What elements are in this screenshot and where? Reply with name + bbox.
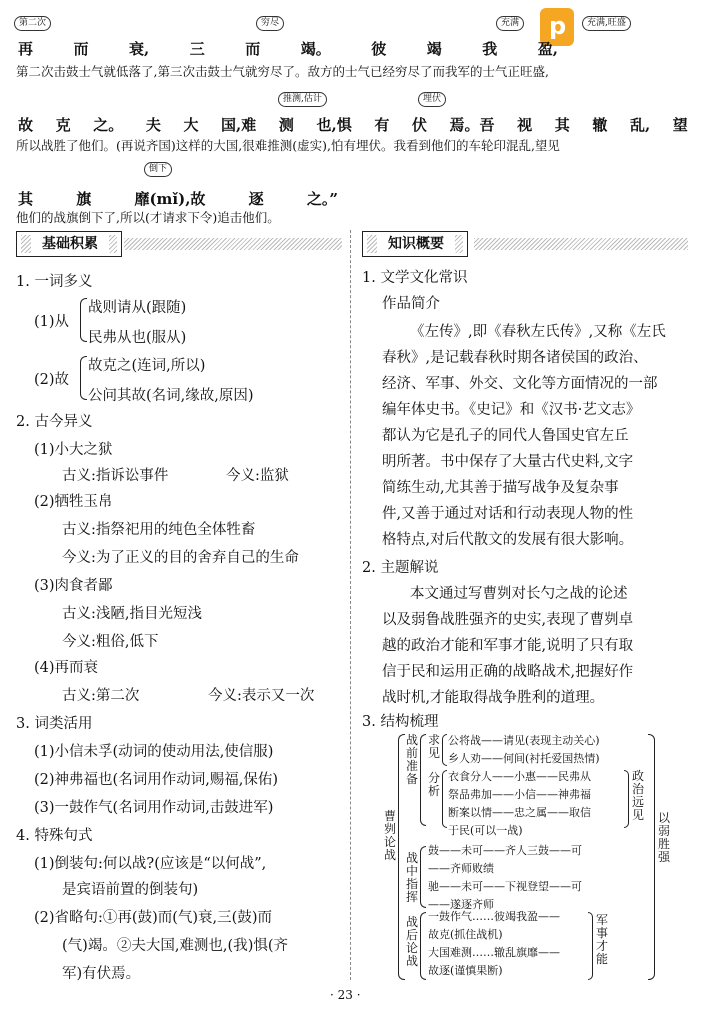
paragraph-line: 《左传》,即《春秋左氏传》,又称《左氏 <box>410 324 666 340</box>
brace <box>442 770 447 828</box>
diagram-item: 衣食分人——小惠——民弗从 <box>448 770 591 783</box>
list-item: (2)牺牲玉帛 <box>34 494 113 510</box>
section-title: 2. 主题解说 <box>362 560 439 576</box>
section-header-overview: 知识概要 <box>362 231 468 257</box>
section-title: 1. 文学文化常识 <box>362 270 468 286</box>
passage-translation-3: 他们的战旗倒下了,所以(才请求下令)追击他们。 <box>16 210 280 225</box>
annotation-tag: 充满 <box>496 16 524 31</box>
list-item: 是宾语前置的倒装句) <box>62 882 199 898</box>
diagram-item: 祭品弗加——小信——神弗福 <box>448 788 591 801</box>
section-title: 2. 古今异义 <box>16 414 93 430</box>
diagram-item: 乡人劝——何间(衬托爱国热情) <box>448 752 600 765</box>
list-item: (2)神弗福也(名词用作动词,赐福,保佑) <box>34 772 279 788</box>
section-title: 3. 词类活用 <box>16 716 93 732</box>
header-rule <box>474 238 688 250</box>
paragraph-line: 明所著。书中保存了大量古代史料,文字 <box>382 454 634 470</box>
annotation-tag: 埋伏 <box>418 92 446 107</box>
paragraph-line: 越的政治才能和军事才能,说明了只有取 <box>382 638 634 654</box>
polysemy-label: (1)从 <box>34 314 70 330</box>
annotation-tag: 穷尽 <box>256 16 284 31</box>
column-divider <box>350 230 351 980</box>
list-item: 今义:监狱 <box>226 468 289 484</box>
diagram-item: 故逐(谨慎果断) <box>428 964 503 977</box>
annotation-tag: 充满,旺盛 <box>582 16 631 31</box>
passage-line-1: 再 而 衰, 三 而 竭。 彼 竭 我 盈, <box>18 40 558 58</box>
annotation-tag: 倒下 <box>144 162 172 177</box>
annotation-tag: 推测,估计 <box>278 92 327 107</box>
paragraph-line: 都认为它是孔子的同代人鲁国史官左丘 <box>382 428 629 444</box>
brace <box>420 846 426 908</box>
diagram-item: ——遂逐齐师 <box>428 898 494 911</box>
list-item: (2)省略句:①再(鼓)而(气)衰,三(鼓)而 <box>34 910 272 926</box>
section-title: 4. 特殊句式 <box>16 828 93 844</box>
diagram-conclusion: 以弱胜强 <box>658 811 671 864</box>
diagram-item: 故克(抓住战机) <box>428 928 503 941</box>
paragraph-line: 格特点,对后代散文的发展有很大影响。 <box>382 532 634 548</box>
polysemy-label: (2)故 <box>34 372 70 388</box>
paragraph-line: 战时机,才能取得战争胜利的道理。 <box>382 690 605 706</box>
header-rule <box>124 238 342 250</box>
passage-line-3: 其 旗 靡(mǐ),故 逐 之。” <box>18 190 338 208</box>
list-item: 今义:为了正义的目的舍弃自己的生命 <box>62 550 299 566</box>
brace <box>420 912 426 980</box>
section-title: 1. 一词多义 <box>16 274 93 290</box>
diagram-group: 战后论战 <box>406 915 419 968</box>
diagram-item: 驰——未可——下视登望——可 <box>428 880 582 893</box>
brace <box>648 734 655 980</box>
paragraph-line: 件,又善于通过对话和行动表现人物的性 <box>382 506 634 522</box>
diagram-item: 大国难测……辙乱旗靡—— <box>428 946 560 959</box>
list-item: 古义:指诉讼事件 <box>62 468 169 484</box>
diagram-item: 于民(可以一战) <box>448 824 523 837</box>
brace <box>80 356 87 400</box>
brace <box>420 734 426 826</box>
paragraph-line: 本文通过写曹刿对长勺之战的论述 <box>410 586 628 602</box>
paragraph-line: 信于民和运用正确的战略战术,把握好作 <box>382 664 634 680</box>
page-number: · 23 · <box>330 988 361 1002</box>
list-item: 今义:表示又一次 <box>208 688 315 704</box>
list-item: (3)肉食者鄙 <box>34 578 113 594</box>
brace <box>80 298 87 342</box>
paragraph-line: 春秋》,是记载春秋时期各诸侯国的政治、 <box>382 350 648 366</box>
diagram-item: 一鼓作气……彼竭我盈—— <box>428 910 560 923</box>
list-item: (1)小信未孚(动词的使动用法,使信服) <box>34 744 274 760</box>
diagram-item: 断案以情——忠之属——取信 <box>448 806 591 819</box>
list-item: 故克之(连词,所以) <box>88 358 206 374</box>
brace <box>442 734 447 766</box>
list-item: 战则请从(跟随) <box>88 300 187 316</box>
list-item: 今义:粗俗,低下 <box>62 634 159 650</box>
paragraph-line: 以及弱鲁战胜强齐的史实,表现了曹刿卓 <box>382 612 634 628</box>
brace <box>588 912 593 980</box>
subsection-title: 作品简介 <box>382 296 440 312</box>
diagram-subgroup: 求见 <box>428 733 441 760</box>
diagram-item: 公将战——请见(表现主动关心) <box>448 734 600 747</box>
section-header-basic: 基础积累 <box>16 231 122 257</box>
list-item: (气)竭。②夫大国,难测也,(我)惧(齐 <box>62 938 289 954</box>
list-item: 民弗从也(服从) <box>88 330 187 346</box>
diagram-note: 政治远见 <box>632 769 645 822</box>
paragraph-line: 经济、军事、外交、文化等方面情况的一部 <box>382 376 658 392</box>
list-item: 公问其故(名词,缘故,原因) <box>88 388 254 404</box>
list-item: (1)倒装句:何以战?(应该是“以何战”, <box>34 856 267 872</box>
diagram-group: 战前准备 <box>406 733 419 786</box>
diagram-item: ——齐师败绩 <box>428 862 494 875</box>
diagram-group: 战中指挥 <box>406 851 419 904</box>
diagram-root: 曹刿论战 <box>384 809 397 862</box>
section-title: 3. 结构梳理 <box>362 714 439 730</box>
passage-translation-1: 第二次击鼓士气就低落了,第三次击鼓士气就穷尽了。敌方的士气已经穷尽了而我军的士气正旺盛, <box>16 64 549 79</box>
diagram-subgroup: 分析 <box>428 771 441 798</box>
diagram-item: 鼓——未可——齐人三鼓——可 <box>428 844 582 857</box>
diagram-note: 军事才能 <box>596 913 609 966</box>
list-item: 军)有伏焉。 <box>62 966 141 982</box>
passage-line-2: 故 克 之。 夫 大 国,难 测 也,惧 有 伏 焉。吾 视 其 辙 乱, 望 <box>18 116 688 134</box>
list-item: (4)再而衰 <box>34 660 99 676</box>
brace <box>398 734 405 980</box>
logo-icon: p <box>549 12 567 40</box>
passage-translation-2: 所以战胜了他们。(再说齐国)这样的大国,很难推测(虚实),怕有埋伏。我看到他们的车轮印混乱,望见 <box>16 138 560 153</box>
list-item: (1)小大之狱 <box>34 442 113 458</box>
list-item: 古义:浅陋,指目光短浅 <box>62 606 202 622</box>
paragraph-line: 简练生动,尤其善于描写战争及复杂事 <box>382 480 619 496</box>
annotation-tag: 第二次 <box>14 16 51 31</box>
list-item: 古义:指祭祀用的纯色全体牲畜 <box>62 522 256 538</box>
paragraph-line: 编年体史书。《史记》和《汉书·艺文志》 <box>382 402 641 418</box>
list-item: 古义:第二次 <box>62 688 140 704</box>
list-item: (3)一鼓作气(名词用作动词,击鼓进军) <box>34 800 274 816</box>
brace <box>624 770 629 828</box>
